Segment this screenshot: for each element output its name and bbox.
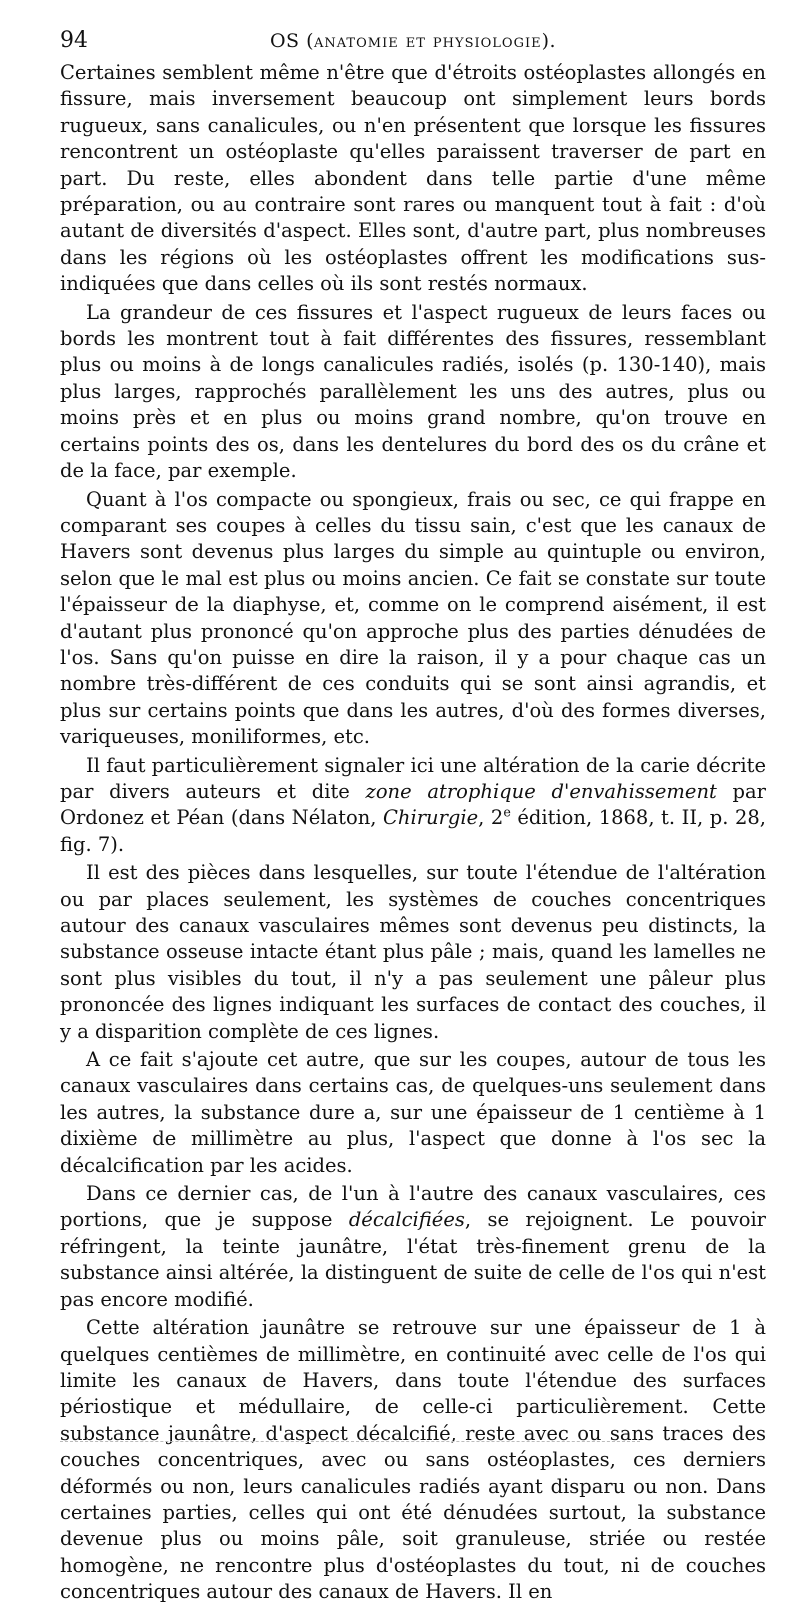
italic-text: zone atrophique d'envahissement [365, 779, 717, 803]
text-run: édition, 1868, t. II, p. 28, fig. 7). [60, 806, 766, 856]
paragraph [60, 1315, 766, 1605]
text-run: A ce fait s'ajoute cet autre, que sur les coupes, autour de tous les canaux vasculaires dans certains cas, de quelques-uns seulement dans les autres, la substance dure a, sur une épaisseur de 1 centième à 1 dixième de millimètre au plus, l'aspect que donne à l'os sec la décalcification par les acides. [60, 1048, 766, 1177]
running-title [60, 28, 766, 54]
superscript-text: e [503, 804, 511, 820]
text-run: , se rejoignent. Le pouvoir réfringent, la teinte jaunâtre, l'état très-finement grenu de la substance ainsi altérée, la distinguent de suite de celle de l'os qui n'est pas encore modifié. [60, 1208, 766, 1311]
text-run: , 2 [478, 806, 504, 830]
paragraph [60, 300, 766, 485]
paragraph [60, 753, 766, 859]
paragraph [60, 60, 766, 298]
italic-text: Chirurgie [382, 806, 479, 830]
footer-rule [60, 1441, 640, 1442]
text-run: La grandeur de ces fissures et l'aspect rugueux de leurs faces ou bords les montrent tout à fait différentes des fissures, ressemblant plus ou moins à de longs canalicules radiés, isolés (p. 130-140), mais plus larges, rapprochés parallèlement les uns des autres, plus ou moins près et en plus ou moins grand nombre, qu'on trouve en certains points des os, dans les dentelures du bord des os du crâne et de la face, par exemple. [60, 300, 766, 483]
book-page [60, 28, 766, 1606]
text-run: Cette altération jaunâtre se retrouve sur une épaisseur de 1 à quelques centièmes de millimètre, en continuité avec celle de l'os qui limite les canaux de Havers, dans toute l'étendue des surfaces périostique et médullaire, de celle-ci particulièrement. Cette substance jaunâtre, d'aspect décalcifié, reste avec ou sans traces des couches concentriques, avec ou sans ostéoplastes, ces derniers déformés ou non, leurs canalicules radiés ayant disparu ou non. Dans certaines parties, celles qui ont été dénudées surtout, la substance devenue plus ou moins pâle, soit granuleuse, striée ou restée homogène, ne rencontre plus d'ostéoplastes du tout, ni de couches concentriques autour des canaux de Havers. Il en [60, 1316, 766, 1604]
page-number: 94 [60, 28, 88, 53]
text-run: par Ordonez et Péan (dans Nélaton, [60, 779, 766, 830]
text-body [60, 60, 766, 1606]
paragraph [60, 860, 766, 1045]
paragraph [60, 487, 766, 751]
running-title-subject: anatomie et physiologie [313, 30, 542, 52]
text-run: Certaines semblent même n'être que d'étroits ostéoplastes allongés en fissure, mais inversement beaucoup ont simplement leurs bords rugueux, sans canalicules, ou n'en présentent que lorsque les fissures rencontrent un ostéoplaste qu'elles paraissent traverser de part en part. Du reste, elles abondent dans telle partie d'une même préparation, ou au contraire sont rares ou manquent tout à fait : d'où autant de diversités d'aspect. Elles sont, d'autre part, plus nombreuses dans les régions où les ostéoplastes offrent les modifications sus-indiquées que dans celles où ils sont restés normaux. [60, 61, 766, 296]
paragraph [60, 1181, 766, 1313]
running-head [60, 28, 766, 54]
italic-text: décalcifiées [348, 1208, 465, 1232]
running-title-main: OS ( [269, 30, 314, 52]
text-run: Quant à l'os compacte ou spongieux, frais ou sec, ce qui frappe en comparant ses coupes à celles du tissu sain, c'est que les canaux de Havers sont devenus plus larges du simple au quintuple ou environ, selon que le mal est plus ou moins ancien. Ce fait se constate sur toute l'épaisseur de la diaphyse, et, comme on le comprend aisément, il est d'autant plus prononcé qu'on approche plus des parties dénudées de l'os. Sans qu'on puisse en dire la raison, il y a pour chaque cas un nombre très-différent de ces conduits qui se sont ainsi agrandis, et plus sur certains points que dans les autres, d'où des formes diverses, variqueuses, moniliformes, etc. [60, 487, 766, 749]
text-run: Dans ce dernier cas, de l'un à l'autre des canaux vasculaires, ces portions, que je suppose [60, 1182, 766, 1232]
paragraph [60, 1047, 766, 1179]
running-title-end: ). [541, 30, 557, 52]
text-run: Il faut particulièrement signaler ici une altération de la carie décrite par divers auteurs et dite [60, 753, 766, 803]
text-run: Il est des pièces dans lesquelles, sur toute l'étendue de l'altération ou par places seulement, les systèmes de couches concentriques autour des canaux vasculaires mêmes sont devenus peu distincts, la substance osseuse intacte étant plus pâle ; mais, quand les lamelles ne sont plus visibles du tout, il n'y a pas seulement une pâleur plus prononcée des lignes indiquant les surfaces de contact des couches, il y a disparition complète de ces lignes. [60, 861, 766, 1043]
